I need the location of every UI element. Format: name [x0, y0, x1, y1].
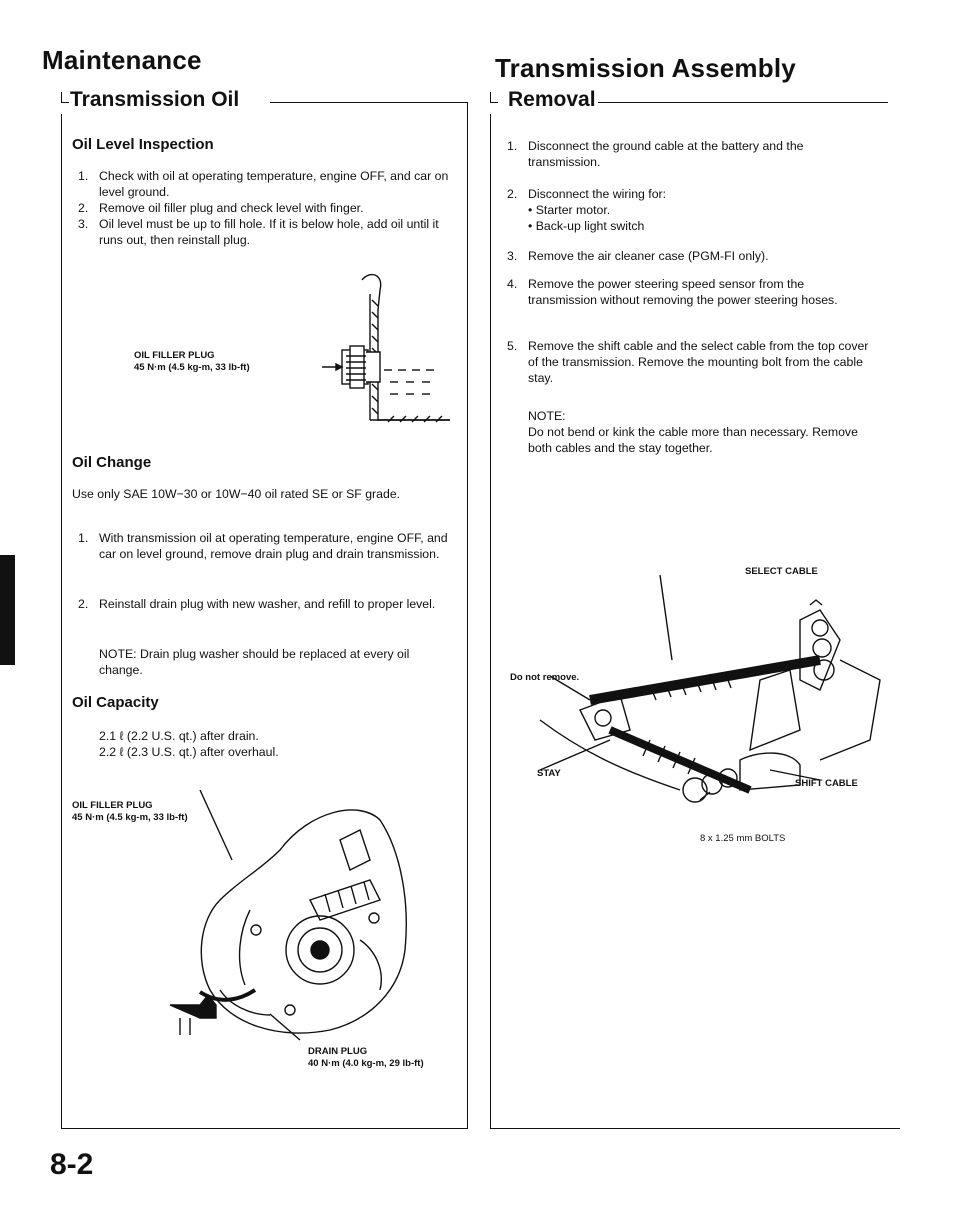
- frame-left-vertical: [61, 114, 62, 1129]
- filler-plug-label: OIL FILLER PLUG: [134, 350, 215, 361]
- oil-change-heading: Oil Change: [72, 454, 152, 471]
- shift-cable-label: SHIFT CABLE: [795, 778, 858, 789]
- note-title: NOTE:: [528, 409, 566, 423]
- assembly-title: Transmission Assembly: [495, 53, 796, 83]
- frame-right-top: [598, 102, 888, 103]
- frame-right-tick: [490, 102, 498, 103]
- wiring-bullet-1: • Starter motor.: [528, 203, 611, 217]
- removal-heading: Removal: [508, 88, 596, 111]
- oil-capacity-line-2: 2.2 ℓ (2.3 U.S. qt.) after overhaul.: [99, 745, 279, 759]
- frame-right-vertical: [490, 114, 491, 1129]
- margin-tab: [0, 555, 15, 665]
- frame-left-right: [467, 102, 468, 1129]
- filler-plug-torque-2: 45 N·m (4.5 kg-m, 33 lb-ft): [72, 812, 188, 823]
- stay-label: STAY: [537, 768, 561, 779]
- oil-capacity-line-1: 2.1 ℓ (2.2 U.S. qt.) after drain.: [99, 729, 259, 743]
- filler-plug-torque: 45 N·m (4.5 kg-m, 33 lb-ft): [134, 362, 250, 373]
- drain-plug-label: DRAIN PLUG: [308, 1046, 368, 1057]
- frame-right-bottom: [490, 1128, 900, 1129]
- do-not-remove-label: Do not remove.: [510, 672, 580, 683]
- drain-plug-torque: 40 N·m (4.0 kg-m, 29 lb-ft): [308, 1058, 424, 1069]
- page-number: 8-2: [50, 1148, 94, 1181]
- oil-change-note: NOTE: Drain plug washer should be replaced at every oil change.: [99, 647, 410, 677]
- frame-left-bottom: [61, 1128, 468, 1129]
- wiring-bullet-2: • Back-up light switch: [528, 219, 645, 233]
- note-text: Do not bend or kink the cable more than necessary. Remove both cables and the stay together.: [528, 425, 858, 455]
- frame-left-corner: [61, 92, 62, 102]
- transmission-oil-diagram: [160, 790, 450, 1070]
- filler-plug-diagram: [300, 270, 460, 430]
- select-cable-label: SELECT CABLE: [745, 566, 818, 577]
- oil-level-heading: Oil Level Inspection: [72, 136, 214, 153]
- oil-change-intro: Use only SAE 10W−30 or 10W−40 oil rated SE or SF grade.: [72, 487, 401, 501]
- frame-left-top-tick: [61, 102, 69, 103]
- oil-capacity-heading: Oil Capacity: [72, 694, 159, 711]
- bolts-label: 8 x 1.25 mm BOLTS: [700, 833, 786, 844]
- frame-right-corner: [490, 92, 491, 102]
- section-title: Transmission Oil: [70, 88, 240, 111]
- page-title: Maintenance: [42, 45, 202, 75]
- frame-left-top: [270, 102, 467, 103]
- filler-plug-label-2: OIL FILLER PLUG: [72, 800, 153, 811]
